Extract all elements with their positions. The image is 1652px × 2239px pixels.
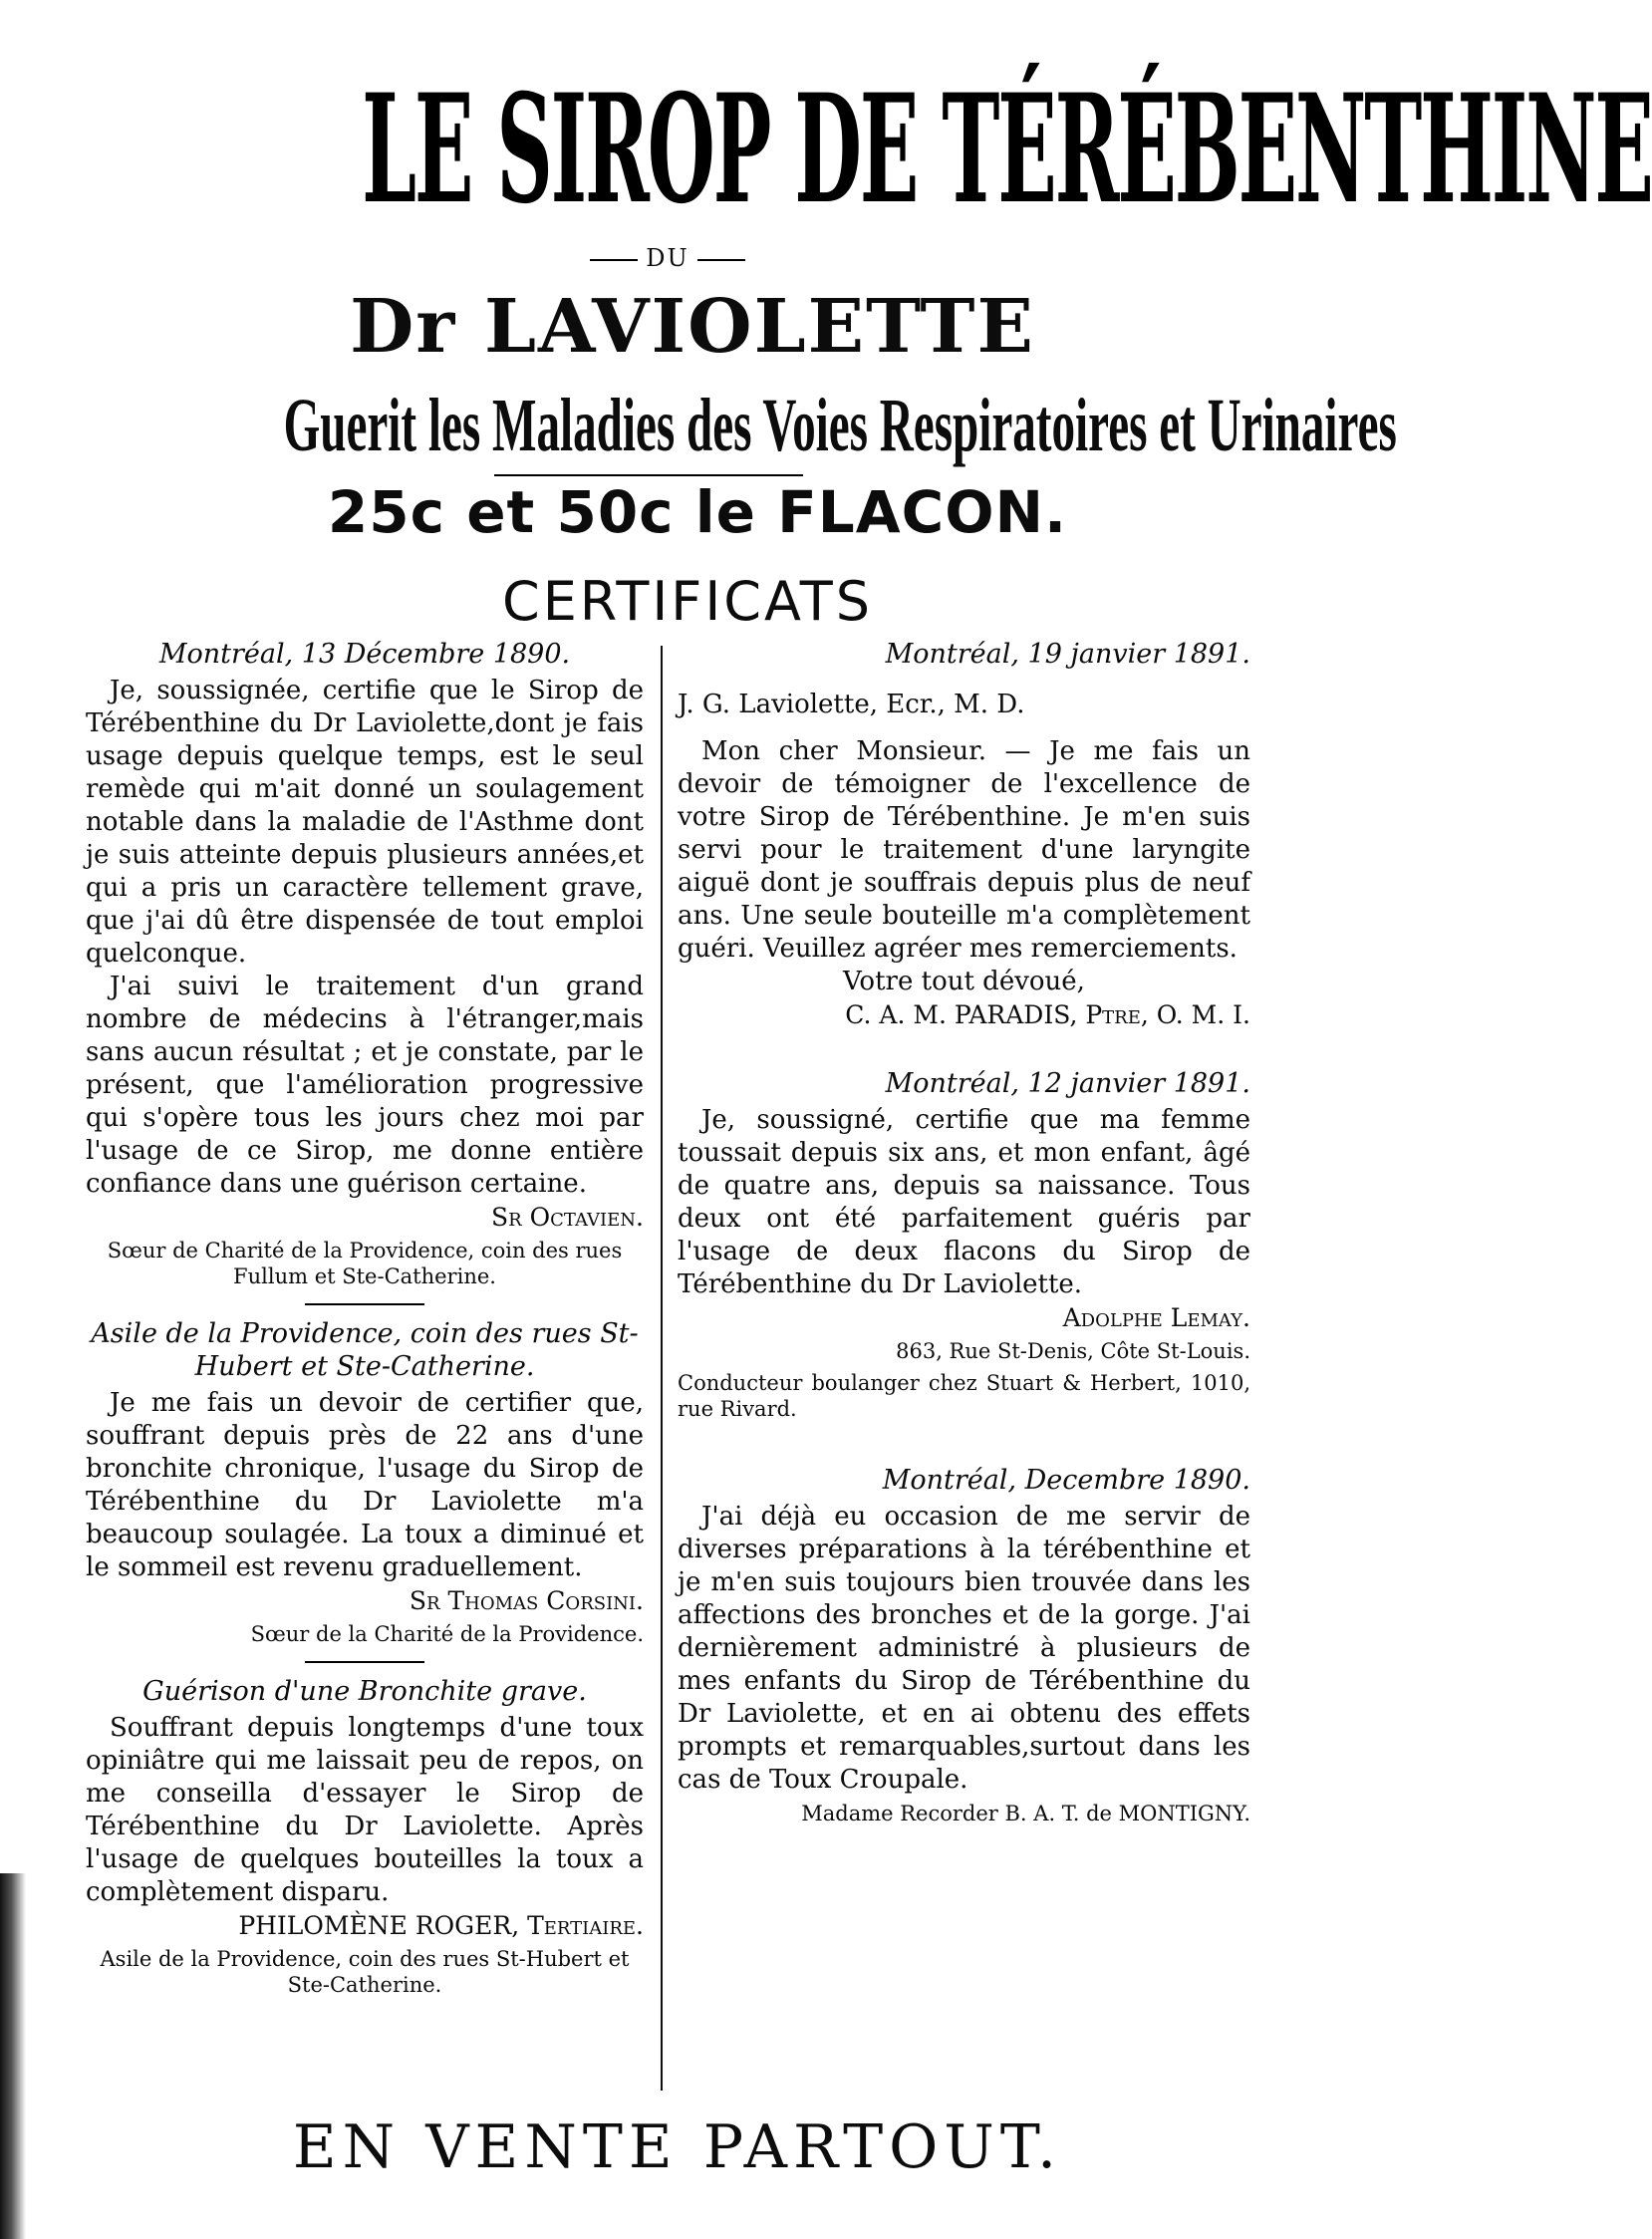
certificate-signature: Madame Recorder B. A. T. de MONTIGNY. (801, 1802, 1250, 1825)
certificate-addressee: J. G. Laviolette, Ecr., M. D. (678, 690, 1025, 719)
certificate-body: J'ai suivi le traitement d'un grand nombre de médecins à l'étranger,mais sans aucun résultat ; et je constate, par le présent, que l'amélioration progressive qui s'opère tous les jours chez moi par l'usage de ce Sirop, me donne entière confiance dans une guérison certaine. (86, 972, 644, 1199)
certificate-signature: PHILOMÈNE ROGER, Tertiaire. (238, 1911, 644, 1940)
certificate-signature: Sr Octavien. (491, 1203, 644, 1232)
certificate-montigny (678, 1464, 1250, 1826)
section-gap (678, 1428, 1250, 1464)
subhead-claim: Guerit les Maladies des Voies Respiratoires et Urinaires (283, 384, 1397, 467)
certificate-body: Je, soussignée, certifie que le Sirop de Térébenthine du Dr Laviolette,dont je fais usage depuis quelque temps, est le seul remède qui m'ait donné un soulagement notable dans la maladie de l'Asthme dont je suis atteinte depuis plusieurs années,et qui a pris un caractère tellement grave, que j'ai dû être dispensée de tout emploi quelconque. (86, 676, 644, 969)
certificate-date: Montréal, 13 Décembre 1890. (158, 639, 571, 670)
certificate-date: Montréal, Decembre 1890. (882, 1465, 1250, 1496)
certificate-sr-thomas-corsini (86, 1317, 644, 1647)
certificate-note: Sœur de Charité de la Providence, coin des rues Fullum et Ste-Catherine. (107, 1239, 623, 1288)
certificats-heading: CERTIFICATS (501, 570, 874, 633)
subhead-underline (494, 474, 803, 476)
price-line: 25c et 50c le FLACON. (327, 478, 1068, 546)
right-column (678, 638, 1250, 1832)
certificate-body: Je me fais un devoir de certifier que, souffrant depuis près de 22 ans d'une bronchite chronique, l'usage du Sirop de Térébenthine du Dr Laviolette m'a beaucoup soulagée. La toux a diminué et le sommeil est revenu graduellement. (86, 1388, 644, 1582)
scan-edge-shadow (0, 1873, 26, 2239)
certificate-heading: Guérison d'une Bronchite grave. (142, 1676, 587, 1707)
certificate-note: Sœur de la Charité de la Providence. (250, 1622, 644, 1646)
headline-title: LE SIROP DE TÉRÉBENTHINE (362, 62, 1652, 237)
certificate-paradis (678, 638, 1250, 1031)
certificate-body: Souffrant depuis longtemps d'une toux opiniâtre qui me laissait peu de repos, on me conseilla d'essayer le Sirop de Térébenthine du Dr Laviolette. Après l'usage de quelques bouteilles la toux a complètement disparu. (86, 1713, 644, 1907)
certificate-lemay (678, 1067, 1250, 1422)
certificate-body: J'ai déjà eu occasion de me servir de diverses préparations à la térébenthine et je m'en suis toujours bien trouvée dans les affections des bronches et de la gorge. J'ai dernièrement administré à plusieurs de mes enfants du Sirop de Térébenthine du Dr Laviolette, et en ai obtenu des effets prompts et remarquables,surtout dans les cas de Toux Croupale. (678, 1502, 1250, 1795)
certificate-signature: Sr Thomas Corsini. (409, 1586, 644, 1615)
section-rule (305, 1303, 424, 1305)
left-column (86, 638, 644, 2004)
certificate-note: Asile de la Providence, coin des rues St-Hubert et Ste-Catherine. (100, 1947, 630, 1997)
certificate-sr-octavien (86, 638, 644, 1289)
du-connector (558, 244, 777, 272)
certificate-body: Je, soussigné, certifie que ma femme toussait depuis six ans, et mon enfant, âgé de quatre ans, depuis sa naissance. Tous deux ont été parfaitement guéris par l'usage de deux flacons du Sirop de Térébenthine du Dr Laviolette. (678, 1105, 1250, 1299)
du-rule-right (697, 259, 745, 261)
certificate-closing: Votre tout dévoué, (843, 967, 1085, 996)
du-text: DU (646, 244, 689, 272)
du-rule-left (590, 259, 638, 261)
section-rule (305, 1661, 424, 1663)
column-divider (661, 646, 663, 2091)
certificate-body: Mon cher Monsieur. — Je me fais un devoir de témoigner de l'excellence de votre Sirop de Térébenthine. Je m'en suis servi pour le traitement d'une laryngite aiguë dont je souffrais depuis plus de neuf ans. Une seule bouteille m'a complètement guéri. Veuillez agréer mes remerciements. (678, 736, 1250, 964)
certificate-date: Montréal, 12 janvier 1891. (885, 1068, 1250, 1099)
certificate-date: Montréal, 19 janvier 1891. (885, 639, 1250, 670)
certificate-note: Conducteur boulanger chez Stuart & Herbert, 1010, rue Rivard. (678, 1371, 1250, 1421)
certificate-signature: C. A. M. PARADIS, Ptre, O. M. I. (845, 1000, 1250, 1029)
footer-sale-notice: EN VENTE PARTOUT. (292, 2112, 1063, 2182)
certificate-address: 863, Rue St-Denis, Côte St-Louis. (896, 1339, 1250, 1363)
section-gap (678, 1031, 1250, 1067)
certificate-signature: Adolphe Lemay. (1062, 1303, 1250, 1332)
doctor-name: Dr LAVIOLETTE (350, 284, 1035, 370)
certificate-philomene-roger (86, 1675, 644, 1998)
certificate-heading: Asile de la Providence, coin des rues St-Hubert et Ste-Catherine. (91, 1318, 639, 1382)
